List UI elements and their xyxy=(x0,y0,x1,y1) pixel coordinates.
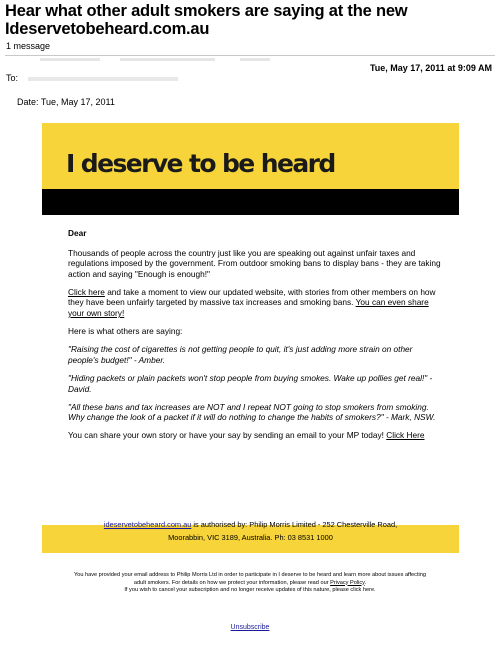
paragraph-intro: Thousands of people across the country just like you are speaking out against unfair taxes and regulations imposed by the government. From outdoor smoking bans to display bans - they are taking action and saying "Enough is enough!" xyxy=(68,247,441,279)
legal-line-3: If you wish to cancel your subscription and no longer receive updates of this nature, please click here. xyxy=(124,587,376,594)
email-footer xyxy=(42,518,459,544)
banner xyxy=(42,123,459,189)
email-content xyxy=(68,228,444,448)
email-body xyxy=(42,123,459,553)
paragraph-click-here xyxy=(68,287,444,319)
legal-line-1: You have provided your email address to Philip Morris Ltd in order to participate in I deserve to be heard and learn more about issues affecting xyxy=(74,572,426,578)
paragraph-others: Here is what others are saying: xyxy=(68,326,183,337)
legal-line-2-text: adult smokers. For details on how we protect your information, please read our xyxy=(133,579,331,586)
footer-authorised-text: is authorised by: Philip Morris Limited - 252 Chesterville Road, xyxy=(191,520,398,529)
share-story-link[interactable]: You can even share your own story! xyxy=(68,297,429,319)
redacted-recipient xyxy=(28,77,178,81)
legal-line-2-end: . xyxy=(364,579,367,586)
quote-david: "Hiding packets or plain packets won't stop people from buying smokes. Wake up pollies get real!" - David. xyxy=(68,372,433,394)
footer-line-2: Moorabbin, VIC 3189, Australia. Ph: 03 8531 1000 xyxy=(168,533,333,542)
message-count: 1 message xyxy=(6,41,51,51)
legal-line-2 xyxy=(30,580,470,588)
message-datetime: Tue, May 17, 2011 at 9:09 AM xyxy=(369,63,492,73)
legal-notice xyxy=(30,572,470,595)
banner-black-bar xyxy=(42,189,459,215)
footer-line-1 xyxy=(42,518,459,531)
date-label: Date: xyxy=(17,97,39,107)
date-field xyxy=(17,97,115,107)
privacy-policy-link[interactable]: Privacy Policy xyxy=(330,579,365,586)
paragraph-share-text: You can share your own story or have your say by sending an email to your MP today! xyxy=(68,430,387,441)
paragraph-share xyxy=(68,430,444,441)
redacted-sender-1 xyxy=(40,58,100,61)
paragraph-click-here-text: and take a moment to view our updated website, with stories from other members on how they have been unfairly targeted by massive tax increases and smoking bans. xyxy=(68,286,436,308)
click-here-link[interactable]: Click here xyxy=(68,286,105,297)
greeting: Dear xyxy=(68,228,87,238)
header-divider xyxy=(5,55,495,56)
redacted-sender-3 xyxy=(240,58,270,61)
to-label: To: xyxy=(6,73,19,83)
unsubscribe-row xyxy=(0,624,500,631)
banner-title: I deserve to be heard xyxy=(66,149,335,178)
click-here-mp-link[interactable]: Click Here xyxy=(386,430,425,441)
quote-mark: "All these bans and tax increases are NOT and I repeat NOT going to stop smokers from smoking. Why change the look of a packet if it will do nothing to change the habits of smokers?" - Mark, NSW. xyxy=(68,401,436,423)
site-link[interactable]: ideservetobeheard.com.au xyxy=(103,520,192,529)
email-subject: Hear what other adult smokers are saying at the new Ideservetobeheard.com.au xyxy=(5,2,408,38)
date-value: Tue, May 17, 2011 xyxy=(40,97,115,107)
redacted-sender-2 xyxy=(120,58,215,61)
quote-amber: "Raising the cost of cigarettes is not getting people to quit, it's just adding more strain on other people's budget!" - Amber. xyxy=(68,344,413,365)
unsubscribe-link[interactable]: Unsubscribe xyxy=(230,624,270,631)
to-line xyxy=(6,73,178,83)
